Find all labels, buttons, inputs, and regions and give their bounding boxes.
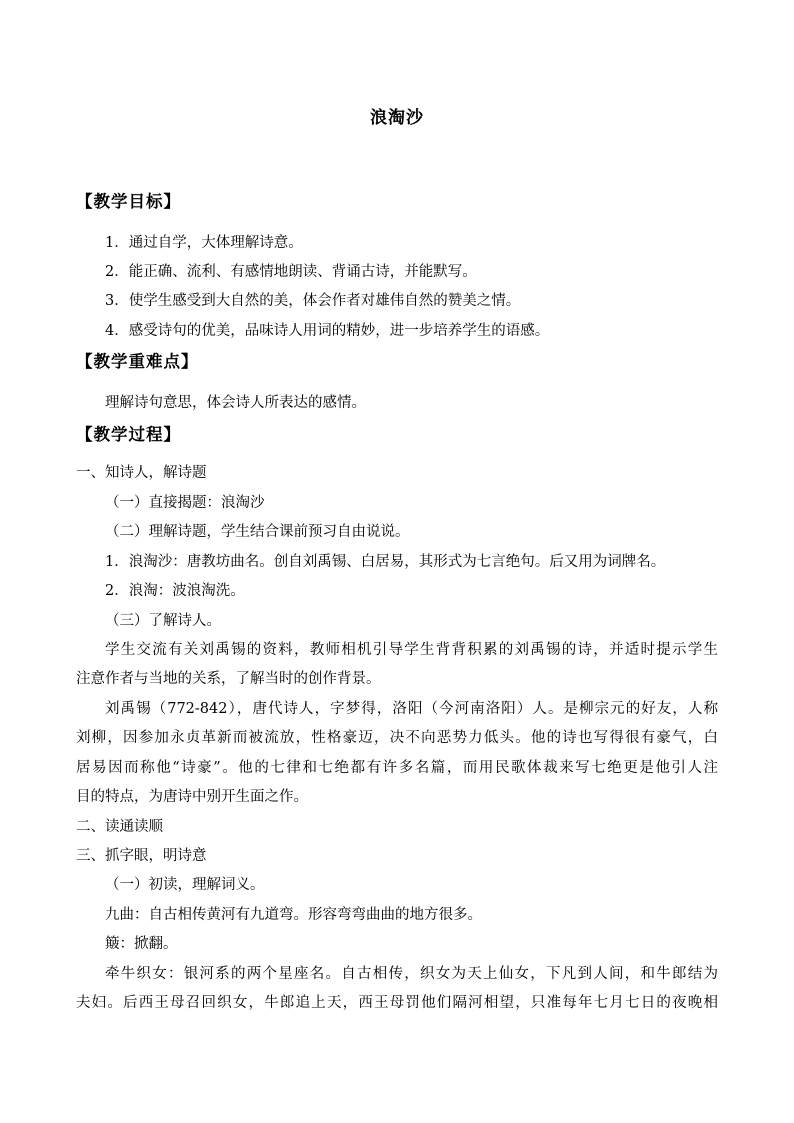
paragraph-2-line-1: 刘禹锡（772-842），唐代诗人，字梦得，洛阳（今河南洛阳）人。是柳宗元的好友，人称: [105, 701, 718, 717]
paragraph-3-line-1: 牵牛织女：银河系的两个星座名。自古相传，织女为天上仙女，下凡到人间，和牛郎结为: [105, 966, 718, 982]
key-points-text: 理解诗句意思，体会诗人所表达的感情。: [105, 395, 366, 411]
section-1-heading: 一、知诗人，解诗题: [76, 465, 207, 481]
heading-teaching-process: 【教学过程】: [76, 425, 181, 444]
paragraph-1-line-1: 学生交流有关刘禹锡的资料，教师相机引导学生背背积累的刘禹锡的诗，并适时提示学生: [105, 642, 718, 658]
section-2-heading: 二、读通读顺: [76, 819, 163, 835]
paragraph-2-line-3: 居易因而称他“诗豪”。他的七律和七绝都有许多名篇，而用民歌体裁来写七绝更是他引人注: [76, 760, 718, 776]
goal-item-4: 4．感受诗句的优美，品味诗人用词的精妙，进一步培养学生的语感。: [105, 323, 550, 339]
section-3-heading: 三、抓字眼，明诗意: [76, 848, 207, 864]
word-explanation-1: 九曲：自古相传黄河有九道弯。形容弯弯曲曲的地方很多。: [105, 907, 482, 923]
heading-teaching-goals: 【教学目标】: [76, 192, 181, 211]
document-title: 浪淘沙: [370, 108, 424, 128]
section-1-sub-c: （三）了解诗人。: [105, 613, 221, 629]
section-1-sub-a: （一）直接揭题：浪淘沙: [105, 495, 265, 511]
heading-key-points: 【教学重难点】: [76, 352, 199, 371]
goal-item-2: 2．能正确、流利、有感情地朗读、背诵古诗，并能默写。: [105, 264, 477, 280]
section-1-sub-b-item-1: 1．浪淘沙：唐教坊曲名。创自刘禹锡、白居易，其形式为七言绝句。后又用为词牌名。: [105, 554, 666, 570]
section-1-sub-b: （二）理解诗题，学生结合课前预习自由说说。: [105, 524, 410, 540]
paragraph-2-line-4: 目的特点，为唐诗中别开生面之作。: [76, 789, 308, 805]
section-1-sub-b-item-2: 2．浪淘：波浪淘洗。: [105, 583, 245, 599]
word-explanation-2: 簸：掀翻。: [105, 936, 178, 952]
paragraph-1-line-2: 注意作者与当地的关系，了解当时的创作背景。: [76, 671, 381, 687]
paragraph-3-line-2: 夫妇。后西王母召回织女，牛郎追上天，西王母罚他们隔河相望，只准每年七月七日的夜晚相: [76, 995, 718, 1011]
goal-item-1: 1．通过自学，大体理解诗意。: [105, 235, 303, 251]
section-3-sub-a: （一）初读，理解词义。: [105, 877, 265, 893]
paragraph-2-line-2: 刘柳，因参加永贞革新而被流放，性格豪迈，决不向恶势力低头。他的诗也写得很有豪气，白: [76, 730, 718, 746]
goal-item-3: 3．使学生感受到大自然的美，体会作者对雄伟自然的赞美之情。: [105, 293, 521, 309]
